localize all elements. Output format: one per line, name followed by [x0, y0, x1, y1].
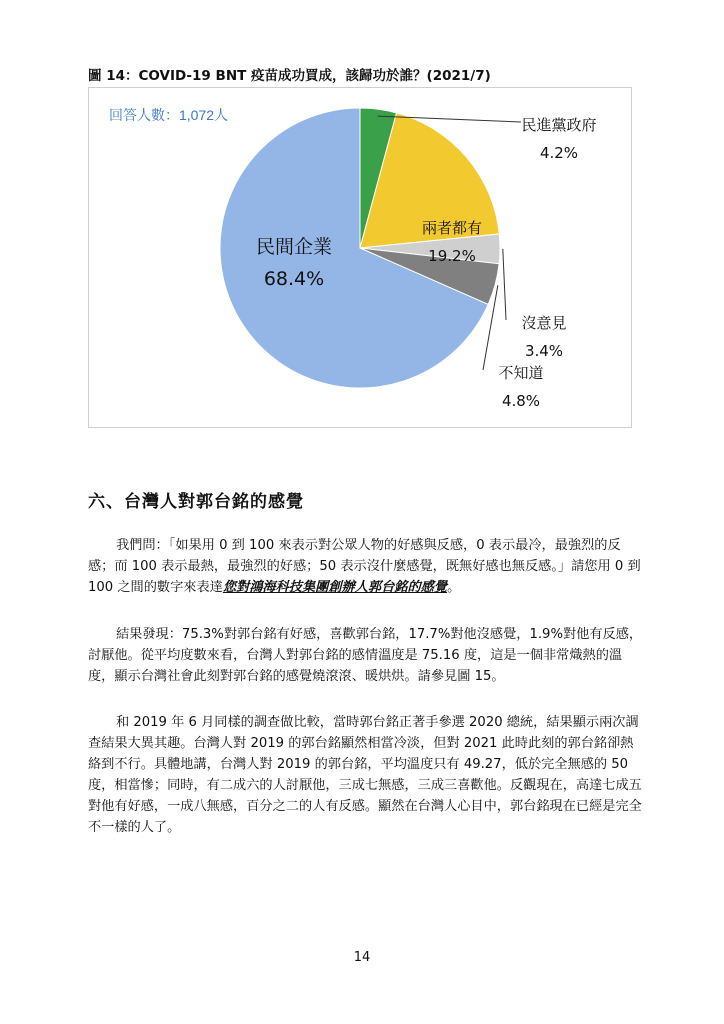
paragraph-question: [88, 535, 644, 598]
slice-value-both: 19.2%: [428, 247, 476, 265]
slice-value-government: 4.2%: [539, 144, 579, 162]
slice-label-no-opinion: 沒意見: [521, 314, 567, 332]
leader-line-no-opinion: [503, 249, 506, 320]
pie-chart-frame: [88, 87, 632, 428]
paragraph-comparison-text: 和 2019 年 6 月同樣的調查做比較，當時郭台銘正著手參選 2020 總統，結果顯示兩次調查結果大異其趣。台灣人對 2019 的郭台銘顯然相當冷淡，但對 2021 此時此刻的郭台銘卻熱絡到不行。具體地講，台灣人對 2019 的郭台銘，平均溫度只有 49.27，低於完全無感的 50 度，相當慘；同時，有二成六的人討厭他，三成七無感，三成三喜歡他。反觀現在，高達七成五對他有好感，一成八無感，百分之二的人有反感。顯然在台灣人心目中，郭台銘現在已經是完全不一樣的人了。: [88, 715, 642, 835]
respondents-annotation: 回答人數：1,072人: [109, 107, 229, 123]
figure-title: 圖 14：COVID-19 BNT 疫苗成功買成，該歸功於誰？(2021/7): [88, 68, 491, 84]
slice-label-both: 兩者都有: [421, 219, 483, 237]
paragraph-results: [88, 624, 644, 687]
slice-value-private-enterprise: 68.4%: [263, 268, 325, 290]
pie-chart: [89, 88, 631, 427]
slice-value-no-opinion: 3.4%: [524, 342, 564, 360]
slice-label-private-enterprise: 民間企業: [255, 236, 333, 258]
slice-label-government: 民進黨政府: [521, 116, 597, 134]
section-heading: 六、台灣人對郭台銘的感覺: [88, 492, 304, 512]
slice-value-dont-know: 4.8%: [501, 392, 541, 410]
paragraph-question-emphasis: 您對鴻海科技集團創辦人郭台銘的感覺: [222, 580, 448, 595]
page-number: 14: [353, 950, 371, 965]
paragraph-question-end: 。: [447, 580, 461, 595]
paragraph-comparison: [88, 712, 644, 838]
slice-label-dont-know: 不知道: [498, 364, 544, 382]
paragraph-results-text: 結果發現：75.3%對郭台銘有好感，喜歡郭台銘，17.7%對他沒感覺，1.9%對他有反感，討厭他。從平均度數來看，台灣人對郭台銘的感情溫度是 75.16 度，這是一個非常熾熱的溫度，顯示台灣社會此刻對郭台銘的感覺燒滾滾、暖烘烘。請參見圖 15。: [88, 627, 643, 684]
paragraph-question-text: 我們問：「如果用 0 到 100 來表示對公眾人物的好感與反感，0 表示最冷，最強烈的反感；而 100 表示最熱，最強烈的好感；50 表示沒什麼感覺，既無好感也無反感。」請您用 0 到 100 之間的數字來表達: [88, 538, 641, 595]
